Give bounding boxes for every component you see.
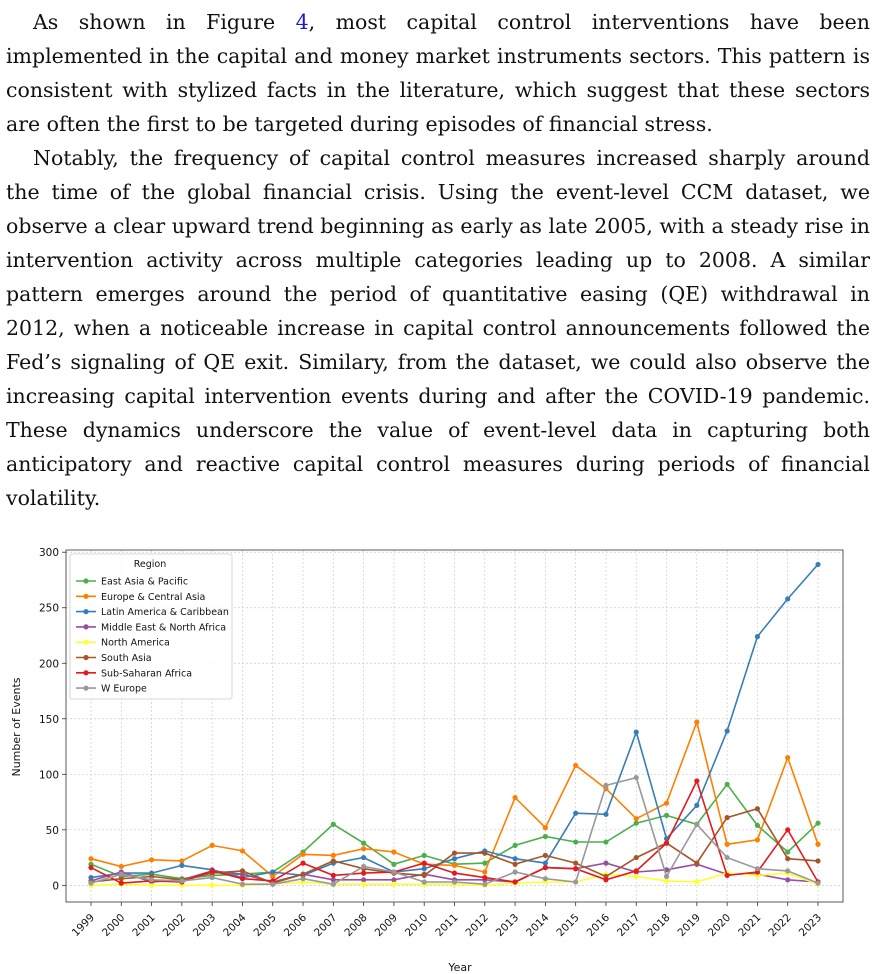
data-point-south-asia xyxy=(119,876,124,881)
data-point-w-europe xyxy=(88,881,93,886)
x-tick-label: 2022 xyxy=(766,911,794,940)
data-point-w-europe xyxy=(664,874,669,879)
data-point-sub-saharan-africa xyxy=(119,881,124,886)
data-point-latin-america-caribbean xyxy=(573,811,578,816)
x-tick-label: 2002 xyxy=(160,911,188,940)
data-point-north-america xyxy=(391,882,396,887)
x-tick-label: 2019 xyxy=(675,911,703,940)
data-point-sub-saharan-africa xyxy=(300,861,305,866)
data-point-w-europe xyxy=(634,775,639,780)
data-point-latin-america-caribbean xyxy=(512,856,517,861)
data-point-europe-central-asia xyxy=(300,852,305,857)
y-tick-label: 250 xyxy=(38,602,59,615)
legend-marker-europe-central-asia xyxy=(83,594,88,599)
data-point-middle-east-north-africa xyxy=(331,877,336,882)
x-tick-label: 2021 xyxy=(736,911,764,940)
data-point-south-asia xyxy=(240,868,245,873)
y-tick-label: 50 xyxy=(45,824,59,837)
x-axis-label: Year xyxy=(448,961,472,974)
data-point-w-europe xyxy=(270,882,275,887)
data-point-sub-saharan-africa xyxy=(664,841,669,846)
data-point-europe-central-asia xyxy=(664,801,669,806)
data-point-w-europe xyxy=(149,877,154,882)
data-point-sub-saharan-africa xyxy=(88,865,93,870)
data-point-south-asia xyxy=(422,873,427,878)
chart-legend xyxy=(70,554,232,699)
data-point-europe-central-asia xyxy=(512,795,517,800)
x-tick-label: 2023 xyxy=(796,911,825,940)
data-point-europe-central-asia xyxy=(88,856,93,861)
y-tick-label: 0 xyxy=(52,880,59,893)
y-tick-label: 150 xyxy=(38,713,59,726)
data-point-south-asia xyxy=(482,851,487,856)
data-point-europe-central-asia xyxy=(452,863,457,868)
data-point-w-europe xyxy=(422,879,427,884)
paragraph-2: Notably, the frequency of capital control measures increased sharply around the time of the global financial crisis. Using the event-level CCM dataset, we observe a clear upward trend beginning as early as late 2005, with a steady rise in intervention activity across multiple categories leading up to 2008. A similar pattern emerges around the period of quantitative easing (QE) withdrawal in 2012, when a noticeable increase in capital control announcements followed the Fed’s signaling of QE exit. Similary, from the dataset, we could also observe the increasing capital intervention events during and after the COVID-19 pandemic. These dynamics underscore the value of event-level data in capturing both anticipatory and reactive capital control measures during periods of financial volatility. xyxy=(6,146,870,510)
legend-label-sub-saharan-africa: Sub-Saharan Africa xyxy=(101,668,193,680)
legend-marker-middle-east-north-africa xyxy=(83,624,88,629)
data-point-europe-central-asia xyxy=(755,837,760,842)
data-point-latin-america-caribbean xyxy=(725,728,730,733)
data-point-sub-saharan-africa xyxy=(543,865,548,870)
data-point-sub-saharan-africa xyxy=(422,861,427,866)
data-point-south-asia xyxy=(452,851,457,856)
data-point-south-asia xyxy=(694,861,699,866)
x-tick-label: 2012 xyxy=(463,911,491,940)
x-tick-label: 2009 xyxy=(372,911,401,940)
data-point-europe-central-asia xyxy=(149,857,154,862)
x-tick-label: 2014 xyxy=(524,911,552,940)
data-point-europe-central-asia xyxy=(482,869,487,874)
data-point-south-asia xyxy=(543,853,548,858)
y-tick-label: 300 xyxy=(38,547,59,560)
data-point-w-europe xyxy=(331,882,336,887)
x-tick-label: 2001 xyxy=(130,911,158,940)
data-point-latin-america-caribbean xyxy=(422,866,427,871)
data-point-europe-central-asia xyxy=(210,843,215,848)
data-point-europe-central-asia xyxy=(815,842,820,847)
data-point-latin-america-caribbean xyxy=(270,869,275,874)
data-point-w-europe xyxy=(452,879,457,884)
data-point-south-asia xyxy=(755,806,760,811)
data-point-east-asia-pacific xyxy=(603,839,608,844)
x-tick-label: 2000 xyxy=(100,911,128,940)
data-point-east-asia-pacific xyxy=(422,853,427,858)
x-tick-label: 2017 xyxy=(614,911,643,940)
data-point-latin-america-caribbean xyxy=(179,863,184,868)
data-point-w-europe xyxy=(573,879,578,884)
data-point-south-asia xyxy=(512,862,517,867)
x-tick-label: 2018 xyxy=(645,911,673,940)
legend-marker-east-asia-pacific xyxy=(83,578,88,583)
data-point-europe-central-asia xyxy=(634,816,639,821)
data-point-w-europe xyxy=(603,783,608,788)
data-point-sub-saharan-africa xyxy=(785,827,790,832)
legend-label-south-asia: South Asia xyxy=(101,653,152,664)
x-tick-label: 2007 xyxy=(312,911,340,940)
legend-marker-latin-america-caribbean xyxy=(83,609,88,614)
data-point-latin-america-caribbean xyxy=(755,634,760,639)
data-point-east-asia-pacific xyxy=(391,862,396,867)
data-point-europe-central-asia xyxy=(331,853,336,858)
data-point-latin-america-caribbean xyxy=(694,803,699,808)
paragraph-1 xyxy=(6,5,870,141)
legend-label-w-europe: W Europe xyxy=(101,683,147,695)
data-point-south-asia xyxy=(331,858,336,863)
x-tick-label: 2006 xyxy=(281,911,310,940)
data-point-w-europe xyxy=(694,822,699,827)
data-point-w-europe xyxy=(725,855,730,860)
data-point-sub-saharan-africa xyxy=(603,877,608,882)
data-point-sub-saharan-africa xyxy=(512,879,517,884)
paragraph-1-text-start: As shown in Figure xyxy=(33,10,296,34)
data-point-south-asia xyxy=(815,858,820,863)
data-point-sub-saharan-africa xyxy=(634,868,639,873)
x-tick-label: 2015 xyxy=(554,911,582,940)
x-tick-label: 2010 xyxy=(402,911,431,940)
x-tick-label: 2016 xyxy=(584,911,613,940)
data-point-north-america xyxy=(149,883,154,888)
legend-marker-w-europe xyxy=(83,686,88,691)
x-tick-label: 2020 xyxy=(705,911,734,940)
x-tick-label: 2008 xyxy=(342,911,370,940)
data-point-east-asia-pacific xyxy=(755,823,760,828)
data-point-east-asia-pacific xyxy=(361,841,366,846)
data-point-sub-saharan-africa xyxy=(482,875,487,880)
y-tick-label: 200 xyxy=(38,658,59,671)
x-tick-label: 2005 xyxy=(251,911,279,940)
data-point-europe-central-asia xyxy=(119,864,124,869)
data-point-w-europe xyxy=(300,876,305,881)
legend-label-latin-america-caribbean: Latin America & Caribbean xyxy=(101,607,229,619)
data-point-east-asia-pacific xyxy=(815,821,820,826)
data-point-north-america xyxy=(664,878,669,883)
data-point-sub-saharan-africa xyxy=(694,778,699,783)
data-point-east-asia-pacific xyxy=(512,843,517,848)
paragraph-1-text-end: , most capital control interventions have been implemented in the capital and money market instruments sectors. This pattern is consistent with stylized facts in the literature, which suggest that these sectors are often the first to be targeted during episodes of financial stress. xyxy=(6,10,870,136)
data-point-east-asia-pacific xyxy=(785,849,790,854)
data-point-latin-america-caribbean xyxy=(785,596,790,601)
data-point-latin-america-caribbean xyxy=(634,730,639,735)
data-point-east-asia-pacific xyxy=(543,834,548,839)
legend-title: Region xyxy=(133,559,167,570)
data-point-sub-saharan-africa xyxy=(573,866,578,871)
legend-marker-sub-saharan-africa xyxy=(83,670,88,675)
data-point-latin-america-caribbean xyxy=(361,855,366,860)
data-point-south-asia xyxy=(300,872,305,877)
x-tick-label: 2003 xyxy=(190,911,219,940)
data-point-sub-saharan-africa xyxy=(725,873,730,878)
data-point-middle-east-north-africa xyxy=(603,861,608,866)
data-point-europe-central-asia xyxy=(573,763,578,768)
data-point-south-asia xyxy=(725,815,730,820)
data-point-south-asia xyxy=(573,861,578,866)
data-point-east-asia-pacific xyxy=(664,813,669,818)
data-point-sub-saharan-africa xyxy=(331,873,336,878)
data-point-south-asia xyxy=(634,855,639,860)
data-point-w-europe xyxy=(543,876,548,881)
data-point-sub-saharan-africa xyxy=(361,871,366,876)
data-point-latin-america-caribbean xyxy=(543,861,548,866)
data-point-w-europe xyxy=(210,875,215,880)
data-point-europe-central-asia xyxy=(543,825,548,830)
data-point-east-asia-pacific xyxy=(725,782,730,787)
events-line-chart xyxy=(0,540,877,974)
data-point-w-europe xyxy=(512,869,517,874)
data-point-sub-saharan-africa xyxy=(452,871,457,876)
data-point-latin-america-caribbean xyxy=(603,812,608,817)
x-tick-label: 2011 xyxy=(433,911,461,940)
data-point-latin-america-caribbean xyxy=(815,562,820,567)
y-tick-label: 100 xyxy=(38,769,59,782)
data-point-east-asia-pacific xyxy=(482,861,487,866)
data-point-w-europe xyxy=(755,866,760,871)
data-point-europe-central-asia xyxy=(694,720,699,725)
data-point-south-asia xyxy=(785,856,790,861)
data-point-north-america xyxy=(634,874,639,879)
data-point-europe-central-asia xyxy=(270,874,275,879)
legend-label-north-america: North America xyxy=(101,637,170,649)
legend-marker-north-america xyxy=(83,640,88,645)
x-tick-label: 2004 xyxy=(221,911,249,940)
data-point-europe-central-asia xyxy=(785,755,790,760)
data-point-w-europe xyxy=(179,878,184,883)
data-point-europe-central-asia xyxy=(725,842,730,847)
data-point-w-europe xyxy=(119,872,124,877)
legend-marker-south-asia xyxy=(83,655,88,660)
data-point-middle-east-north-africa xyxy=(785,877,790,882)
data-point-latin-america-caribbean xyxy=(452,856,457,861)
legend-label-europe-central-asia: Europe & Central Asia xyxy=(101,591,206,603)
data-point-europe-central-asia xyxy=(179,858,184,863)
data-point-europe-central-asia xyxy=(240,848,245,853)
data-point-w-europe xyxy=(391,869,396,874)
data-point-middle-east-north-africa xyxy=(391,877,396,882)
x-tick-label: 2013 xyxy=(493,911,522,940)
data-point-east-asia-pacific xyxy=(573,839,578,844)
data-point-w-europe xyxy=(482,882,487,887)
data-point-europe-central-asia xyxy=(391,849,396,854)
data-point-sub-saharan-africa xyxy=(210,868,215,873)
data-point-europe-central-asia xyxy=(361,846,366,851)
data-point-north-america xyxy=(694,879,699,884)
y-axis-label: Number of Events xyxy=(10,677,23,777)
data-point-sub-saharan-africa xyxy=(240,876,245,881)
data-point-middle-east-north-africa xyxy=(361,877,366,882)
data-point-north-america xyxy=(210,883,215,888)
data-point-w-europe xyxy=(785,868,790,873)
data-point-w-europe xyxy=(240,882,245,887)
data-point-east-asia-pacific xyxy=(634,821,639,826)
legend-label-middle-east-north-africa: Middle East & North Africa xyxy=(101,622,227,634)
data-point-w-europe xyxy=(361,864,366,869)
data-point-east-asia-pacific xyxy=(331,822,336,827)
x-tick-label: 1999 xyxy=(69,911,98,940)
data-point-w-europe xyxy=(815,881,820,886)
data-point-north-america xyxy=(361,882,366,887)
figure-reference-link[interactable]: 4 xyxy=(295,10,309,34)
legend-label-east-asia-pacific: East Asia & Pacific xyxy=(101,576,189,588)
